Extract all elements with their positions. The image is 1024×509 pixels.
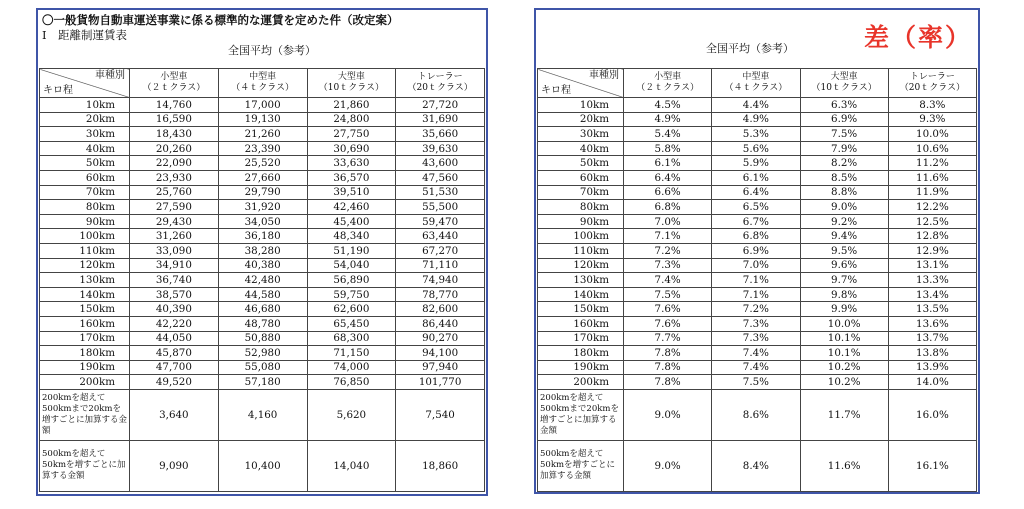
distance-cell: 180km [40,346,130,361]
distance-cell: 200km [538,375,624,390]
table-row [538,156,977,171]
value-cell: 23,390 [218,141,307,156]
table-row [538,258,977,273]
table-row [40,98,485,113]
table-row [538,375,977,390]
distance-cell: 10km [40,98,130,113]
distance-cell: 10km [538,98,624,113]
value-cell: 48,780 [218,316,307,331]
table-row [40,360,485,375]
table-row [40,214,485,229]
value-cell: 42,220 [130,316,219,331]
distance-cell: 130km [538,273,624,288]
difference-rate-table [537,68,977,492]
value-cell: 43,600 [396,156,485,171]
table-row [538,346,977,361]
value-cell: 9.3% [888,112,976,127]
column-header-small: 小型車 （２ｔクラス） [624,69,712,98]
value-cell: 7.4% [624,273,712,288]
distance-cell: 180km [538,346,624,361]
distance-cell: 40km [40,141,130,156]
value-cell: 7.3% [712,316,800,331]
value-cell: 6.9% [712,243,800,258]
value-cell: 7.9% [800,141,888,156]
value-cell: 51,190 [307,243,396,258]
value-cell: 9.6% [800,258,888,273]
value-cell: 10.0% [888,127,976,142]
value-cell: 22,090 [130,156,219,171]
value-cell: 7.0% [624,214,712,229]
value-cell: 11.6% [800,440,888,491]
value-cell: 42,460 [307,200,396,215]
distance-cell: 190km [538,360,624,375]
value-cell: 24,800 [307,112,396,127]
value-cell: 44,050 [130,331,219,346]
value-cell: 13.4% [888,287,976,302]
distance-cell: 170km [40,331,130,346]
value-cell: 6.7% [712,214,800,229]
table-row [538,243,977,258]
value-cell: 16,590 [130,112,219,127]
table-row [538,229,977,244]
value-cell: 8.6% [712,389,800,440]
value-cell: 4.4% [712,98,800,113]
value-cell: 38,280 [218,243,307,258]
table-row [40,258,485,273]
value-cell: 10.6% [888,141,976,156]
distance-cell: 20km [40,112,130,127]
value-cell: 27,720 [396,98,485,113]
column-header-trailer: トレーラー （20ｔクラス） [396,69,485,98]
value-cell: 63,440 [396,229,485,244]
value-cell: 52,980 [218,346,307,361]
distance-cell: 200km [40,375,130,390]
table-row [40,170,485,185]
value-cell: 82,600 [396,302,485,317]
document-title: 〇一般貨物自動車運送事業に係る標準的な運賃を定めた件（改定案） [42,13,399,27]
table-row [538,200,977,215]
distance-cell: 50km [538,156,624,171]
value-cell: 33,630 [307,156,396,171]
value-cell: 4,160 [218,389,307,440]
value-cell: 33,090 [130,243,219,258]
table-row [40,375,485,390]
value-cell: 31,260 [130,229,219,244]
value-cell: 13.6% [888,316,976,331]
value-cell: 9.9% [800,302,888,317]
distance-cell: 40km [538,141,624,156]
value-cell: 7.0% [712,258,800,273]
value-cell: 7.6% [624,302,712,317]
value-cell: 18,860 [396,440,485,491]
table-row [538,127,977,142]
table-row [538,316,977,331]
fare-table [39,68,485,492]
value-cell: 68,300 [307,331,396,346]
value-cell: 56,890 [307,273,396,288]
value-cell: 4.9% [624,112,712,127]
value-cell: 47,560 [396,170,485,185]
value-cell: 38,570 [130,287,219,302]
difference-rate-table-body [538,98,977,492]
value-cell: 9.8% [800,287,888,302]
value-cell: 4.9% [712,112,800,127]
table-row [538,214,977,229]
table-row [40,141,485,156]
value-cell: 12.5% [888,214,976,229]
value-cell: 57,180 [218,375,307,390]
distance-cell: 160km [40,316,130,331]
value-cell: 8.5% [800,170,888,185]
table-corner-header: 車種別 キロ程 [538,69,624,98]
table-row [538,273,977,288]
value-cell: 5.6% [712,141,800,156]
value-cell: 101,770 [396,375,485,390]
value-cell: 11.2% [888,156,976,171]
value-cell: 76,850 [307,375,396,390]
value-cell: 5.8% [624,141,712,156]
value-cell: 7.1% [624,229,712,244]
value-cell: 14,760 [130,98,219,113]
value-cell: 6.3% [800,98,888,113]
table-row [40,156,485,171]
table-row [40,185,485,200]
column-header-small: 小型車 （２ｔクラス） [130,69,219,98]
value-cell: 47,700 [130,360,219,375]
table-row [40,200,485,215]
table-row [40,346,485,361]
value-cell: 7.4% [712,360,800,375]
value-cell: 67,270 [396,243,485,258]
value-cell: 90,270 [396,331,485,346]
distance-cell: 130km [40,273,130,288]
table-row [538,360,977,375]
value-cell: 44,580 [218,287,307,302]
surcharge-label: 500kmを超えて50kmを増すごとに加算する金額 [40,440,130,491]
table-row [538,302,977,317]
value-cell: 97,940 [396,360,485,375]
value-cell: 25,760 [130,185,219,200]
value-cell: 40,390 [130,302,219,317]
distance-cell: 30km [40,127,130,142]
value-cell: 13.3% [888,273,976,288]
distance-cell: 150km [40,302,130,317]
value-cell: 39,630 [396,141,485,156]
value-cell: 49,520 [130,375,219,390]
column-header-trailer: トレーラー （20ｔクラス） [888,69,976,98]
value-cell: 5.4% [624,127,712,142]
value-cell: 7.5% [624,287,712,302]
value-cell: 9.0% [624,440,712,491]
distance-cell: 100km [40,229,130,244]
value-cell: 54,040 [307,258,396,273]
value-cell: 7.8% [624,375,712,390]
value-cell: 5.9% [712,156,800,171]
value-cell: 36,740 [130,273,219,288]
distance-cell: 140km [40,287,130,302]
value-cell: 10.1% [800,346,888,361]
distance-cell: 80km [40,200,130,215]
table-row [40,302,485,317]
difference-rate-panel [534,8,980,494]
value-cell: 7.4% [712,346,800,361]
value-cell: 59,470 [396,214,485,229]
value-cell: 9.4% [800,229,888,244]
table-row [538,112,977,127]
value-cell: 12.9% [888,243,976,258]
surcharge-row [538,389,977,440]
table-row [538,98,977,113]
value-cell: 71,150 [307,346,396,361]
distance-cell: 140km [538,287,624,302]
table-row [40,287,485,302]
value-cell: 9,090 [130,440,219,491]
value-cell: 55,080 [218,360,307,375]
value-cell: 10.2% [800,360,888,375]
value-cell: 5.3% [712,127,800,142]
distance-cell: 150km [538,302,624,317]
value-cell: 7.3% [712,331,800,346]
value-cell: 34,910 [130,258,219,273]
surcharge-row [40,389,485,440]
value-cell: 6.6% [624,185,712,200]
table-row [40,316,485,331]
value-cell: 39,510 [307,185,396,200]
value-cell: 12.8% [888,229,976,244]
distance-cell: 90km [40,214,130,229]
value-cell: 36,570 [307,170,396,185]
distance-cell: 60km [40,170,130,185]
value-cell: 9.0% [800,200,888,215]
table-row [40,273,485,288]
table-row [40,229,485,244]
value-cell: 7.5% [712,375,800,390]
value-cell: 71,110 [396,258,485,273]
value-cell: 34,050 [218,214,307,229]
value-cell: 16.1% [888,440,976,491]
value-cell: 20,260 [130,141,219,156]
value-cell: 7.1% [712,273,800,288]
value-cell: 25,520 [218,156,307,171]
value-cell: 6.4% [712,185,800,200]
value-cell: 13.1% [888,258,976,273]
fare-table-panel [36,8,488,496]
value-cell: 7,540 [396,389,485,440]
value-cell: 13.8% [888,346,976,361]
column-header-medium: 中型車 （４ｔクラス） [218,69,307,98]
value-cell: 36,180 [218,229,307,244]
column-header-large: 大型車 （10ｔクラス） [800,69,888,98]
value-cell: 7.7% [624,331,712,346]
surcharge-row [40,440,485,491]
value-cell: 13.5% [888,302,976,317]
distance-cell: 160km [538,316,624,331]
value-cell: 11.9% [888,185,976,200]
value-cell: 10.0% [800,316,888,331]
value-cell: 7.5% [800,127,888,142]
value-cell: 9.0% [624,389,712,440]
value-cell: 7.1% [712,287,800,302]
value-cell: 50,880 [218,331,307,346]
distance-cell: 110km [40,243,130,258]
table-row [538,185,977,200]
value-cell: 4.5% [624,98,712,113]
value-cell: 16.0% [888,389,976,440]
surcharge-row [538,440,977,491]
value-cell: 59,750 [307,287,396,302]
value-cell: 74,000 [307,360,396,375]
value-cell: 6.8% [712,229,800,244]
value-cell: 11.6% [888,170,976,185]
value-cell: 35,660 [396,127,485,142]
value-cell: 3,640 [130,389,219,440]
value-cell: 46,680 [218,302,307,317]
value-cell: 23,930 [130,170,219,185]
value-cell: 55,500 [396,200,485,215]
value-cell: 7.8% [624,360,712,375]
distance-cell: 120km [538,258,624,273]
value-cell: 45,870 [130,346,219,361]
value-cell: 62,600 [307,302,396,317]
distance-cell: 50km [40,156,130,171]
distance-cell: 100km [538,229,624,244]
distance-cell: 90km [538,214,624,229]
value-cell: 40,380 [218,258,307,273]
value-cell: 19,130 [218,112,307,127]
value-cell: 65,450 [307,316,396,331]
distance-cell: 70km [538,185,624,200]
table-row [40,243,485,258]
value-cell: 9.7% [800,273,888,288]
distance-cell: 30km [538,127,624,142]
value-cell: 7.3% [624,258,712,273]
table-row [538,287,977,302]
value-cell: 5,620 [307,389,396,440]
distance-cell: 170km [538,331,624,346]
value-cell: 8.8% [800,185,888,200]
value-cell: 27,590 [130,200,219,215]
value-cell: 27,660 [218,170,307,185]
distance-cell: 80km [538,200,624,215]
table-row [538,331,977,346]
value-cell: 8.4% [712,440,800,491]
national-average-label: 全国平均（参考） [228,44,316,57]
table-row [40,112,485,127]
value-cell: 78,770 [396,287,485,302]
value-cell: 17,000 [218,98,307,113]
value-cell: 14.0% [888,375,976,390]
value-cell: 45,400 [307,214,396,229]
value-cell: 7.2% [624,243,712,258]
value-cell: 11.7% [800,389,888,440]
table-row [40,331,485,346]
surcharge-label: 200kmを超えて500kmまで20kmを増すごとに加算する金額 [538,389,624,440]
value-cell: 29,790 [218,185,307,200]
value-cell: 30,690 [307,141,396,156]
table-corner-header: 車種別 キロ程 [40,69,130,98]
value-cell: 42,480 [218,273,307,288]
distance-cell: 110km [538,243,624,258]
distance-cell: 60km [538,170,624,185]
fare-table-body [40,98,485,492]
value-cell: 31,690 [396,112,485,127]
value-cell: 27,750 [307,127,396,142]
value-cell: 8.3% [888,98,976,113]
value-cell: 7.8% [624,346,712,361]
distance-cell: 70km [40,185,130,200]
table-row [538,170,977,185]
value-cell: 8.2% [800,156,888,171]
value-cell: 6.8% [624,200,712,215]
value-cell: 10.1% [800,331,888,346]
value-cell: 6.1% [712,170,800,185]
value-cell: 6.5% [712,200,800,215]
distance-cell: 20km [538,112,624,127]
value-cell: 13.7% [888,331,976,346]
value-cell: 6.1% [624,156,712,171]
value-cell: 21,860 [307,98,396,113]
value-cell: 94,100 [396,346,485,361]
value-cell: 10.2% [800,375,888,390]
value-cell: 18,430 [130,127,219,142]
surcharge-label: 500kmを超えて50kmを増すごとに加算する金額 [538,440,624,491]
value-cell: 9.2% [800,214,888,229]
value-cell: 86,440 [396,316,485,331]
national-average-label: 全国平均（参考） [706,42,794,55]
surcharge-label: 200kmを超えて500kmまで20kmを増すごとに加算する金額 [40,389,130,440]
value-cell: 6.4% [624,170,712,185]
distance-cell: 190km [40,360,130,375]
table-row [40,127,485,142]
value-cell: 13.9% [888,360,976,375]
value-cell: 31,920 [218,200,307,215]
value-cell: 7.6% [624,316,712,331]
value-cell: 74,940 [396,273,485,288]
distance-cell: 120km [40,258,130,273]
value-cell: 48,340 [307,229,396,244]
value-cell: 14,040 [307,440,396,491]
value-cell: 7.2% [712,302,800,317]
difference-rate-title: 差（率） [863,23,972,52]
value-cell: 6.9% [800,112,888,127]
value-cell: 21,260 [218,127,307,142]
column-header-medium: 中型車 （４ｔクラス） [712,69,800,98]
value-cell: 51,530 [396,185,485,200]
section-title: Ⅰ 距離制運賃表 [42,28,128,42]
value-cell: 29,430 [130,214,219,229]
value-cell: 10,400 [218,440,307,491]
value-cell: 9.5% [800,243,888,258]
value-cell: 12.2% [888,200,976,215]
column-header-large: 大型車 （10ｔクラス） [307,69,396,98]
table-row [538,141,977,156]
